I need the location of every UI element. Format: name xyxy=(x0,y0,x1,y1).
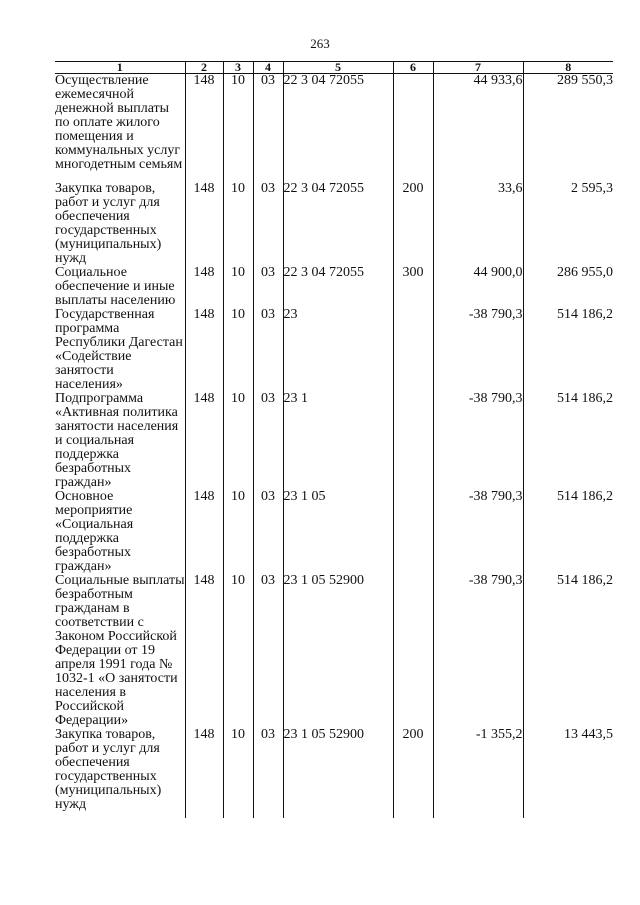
row-subsection: 03 xyxy=(253,308,283,392)
row-expense-type xyxy=(393,574,433,728)
row-section: 10 xyxy=(223,308,253,392)
row-name: Осуществление ежемесячной денежной выплаты по оплате жилого помещения и коммунальных услуг многодетным семьям xyxy=(55,73,183,172)
row-name: Социальное обеспечение и иные выплаты населению xyxy=(55,265,176,308)
row-section: 10 xyxy=(223,392,253,490)
table-row xyxy=(55,182,613,266)
row-change-amount: 44 933,6 xyxy=(433,74,523,183)
row-admin-code: 148 xyxy=(185,266,223,308)
row-target-article: 23 1 xyxy=(283,392,393,490)
row-expense-type: 200 xyxy=(393,182,433,266)
header-col-7: 7 xyxy=(433,62,523,74)
row-expense-type xyxy=(393,308,433,392)
row-total-amount: 286 955,0 xyxy=(523,266,613,308)
row-target-article: 23 1 05 xyxy=(283,490,393,574)
table-row xyxy=(55,728,613,818)
page-number: 263 xyxy=(310,36,330,51)
row-admin-code: 148 xyxy=(185,308,223,392)
row-total-amount: 514 186,2 xyxy=(523,392,613,490)
row-target-article: 22 3 04 72055 xyxy=(283,266,393,308)
row-change-amount: -38 790,3 xyxy=(433,392,523,490)
header-col-3: 3 xyxy=(223,62,253,74)
row-subsection: 03 xyxy=(253,490,283,574)
row-target-article: 22 3 04 72055 xyxy=(283,182,393,266)
row-total-amount: 2 595,3 xyxy=(523,182,613,266)
row-expense-type: 200 xyxy=(393,728,433,818)
table-row xyxy=(55,392,613,490)
row-admin-code: 148 xyxy=(185,74,223,183)
row-name: Основное мероприятие «Социальная поддержка безработных граждан» xyxy=(55,489,134,574)
row-name: Закупка товаров, работ и услуг для обеспечения государственных (муниципальных) нужд xyxy=(55,181,162,266)
row-name: Закупка товаров, работ и услуг для обеспечения государственных (муниципальных) нужд xyxy=(55,727,162,812)
row-section: 10 xyxy=(223,74,253,183)
budget-table xyxy=(55,61,613,818)
row-change-amount: -38 790,3 xyxy=(433,574,523,728)
table-row xyxy=(55,574,613,728)
header-col-4: 4 xyxy=(253,62,283,74)
row-target-article: 23 xyxy=(283,308,393,392)
row-admin-code: 148 xyxy=(185,392,223,490)
row-expense-type xyxy=(393,74,433,183)
row-expense-type xyxy=(393,392,433,490)
row-change-amount: -1 355,2 xyxy=(433,728,523,818)
row-target-article: 22 3 04 72055 xyxy=(283,74,393,183)
row-total-amount: 514 186,2 xyxy=(523,574,613,728)
row-expense-type xyxy=(393,490,433,574)
header-col-2: 2 xyxy=(185,62,223,74)
row-admin-code: 148 xyxy=(185,728,223,818)
row-target-article: 23 1 05 52900 xyxy=(283,574,393,728)
row-subsection: 03 xyxy=(253,728,283,818)
row-section: 10 xyxy=(223,574,253,728)
row-admin-code: 148 xyxy=(185,490,223,574)
row-section: 10 xyxy=(223,728,253,818)
row-change-amount: -38 790,3 xyxy=(433,490,523,574)
row-change-amount: 44 900,0 xyxy=(433,266,523,308)
row-section: 10 xyxy=(223,182,253,266)
row-total-amount: 13 443,5 xyxy=(523,728,613,818)
row-subsection: 03 xyxy=(253,266,283,308)
table-row xyxy=(55,74,613,183)
row-expense-type: 300 xyxy=(393,266,433,308)
row-name: Подпрограмма «Активная политика занятости населения и социальная поддержка безработных граждан» xyxy=(55,391,179,490)
row-total-amount: 289 550,3 xyxy=(523,74,613,183)
header-col-5: 5 xyxy=(283,62,393,74)
table-row xyxy=(55,490,613,574)
row-change-amount: 33,6 xyxy=(433,182,523,266)
row-admin-code: 148 xyxy=(185,182,223,266)
row-admin-code: 148 xyxy=(185,574,223,728)
row-subsection: 03 xyxy=(253,392,283,490)
header-col-8: 8 xyxy=(523,62,613,74)
row-change-amount: -38 790,3 xyxy=(433,308,523,392)
row-name: Государственная программа Республики Дагестан «Содействие занятости населения» xyxy=(55,307,183,392)
row-total-amount: 514 186,2 xyxy=(523,490,613,574)
row-name: Социальные выплаты безработным гражданам в соответствии с Законом Российской Федерации от 19 апреля 1991 года № 1032-1 «О занятости населения в Российской Федерации» xyxy=(55,573,185,728)
row-section: 10 xyxy=(223,490,253,574)
table-row xyxy=(55,266,613,308)
row-total-amount: 514 186,2 xyxy=(523,308,613,392)
row-subsection: 03 xyxy=(253,574,283,728)
header-row xyxy=(55,62,613,74)
row-target-article: 23 1 05 52900 xyxy=(283,728,393,818)
header-col-1: 1 xyxy=(55,62,185,74)
row-subsection: 03 xyxy=(253,74,283,183)
row-section: 10 xyxy=(223,266,253,308)
table-row xyxy=(55,308,613,392)
row-subsection: 03 xyxy=(253,182,283,266)
header-col-6: 6 xyxy=(393,62,433,74)
